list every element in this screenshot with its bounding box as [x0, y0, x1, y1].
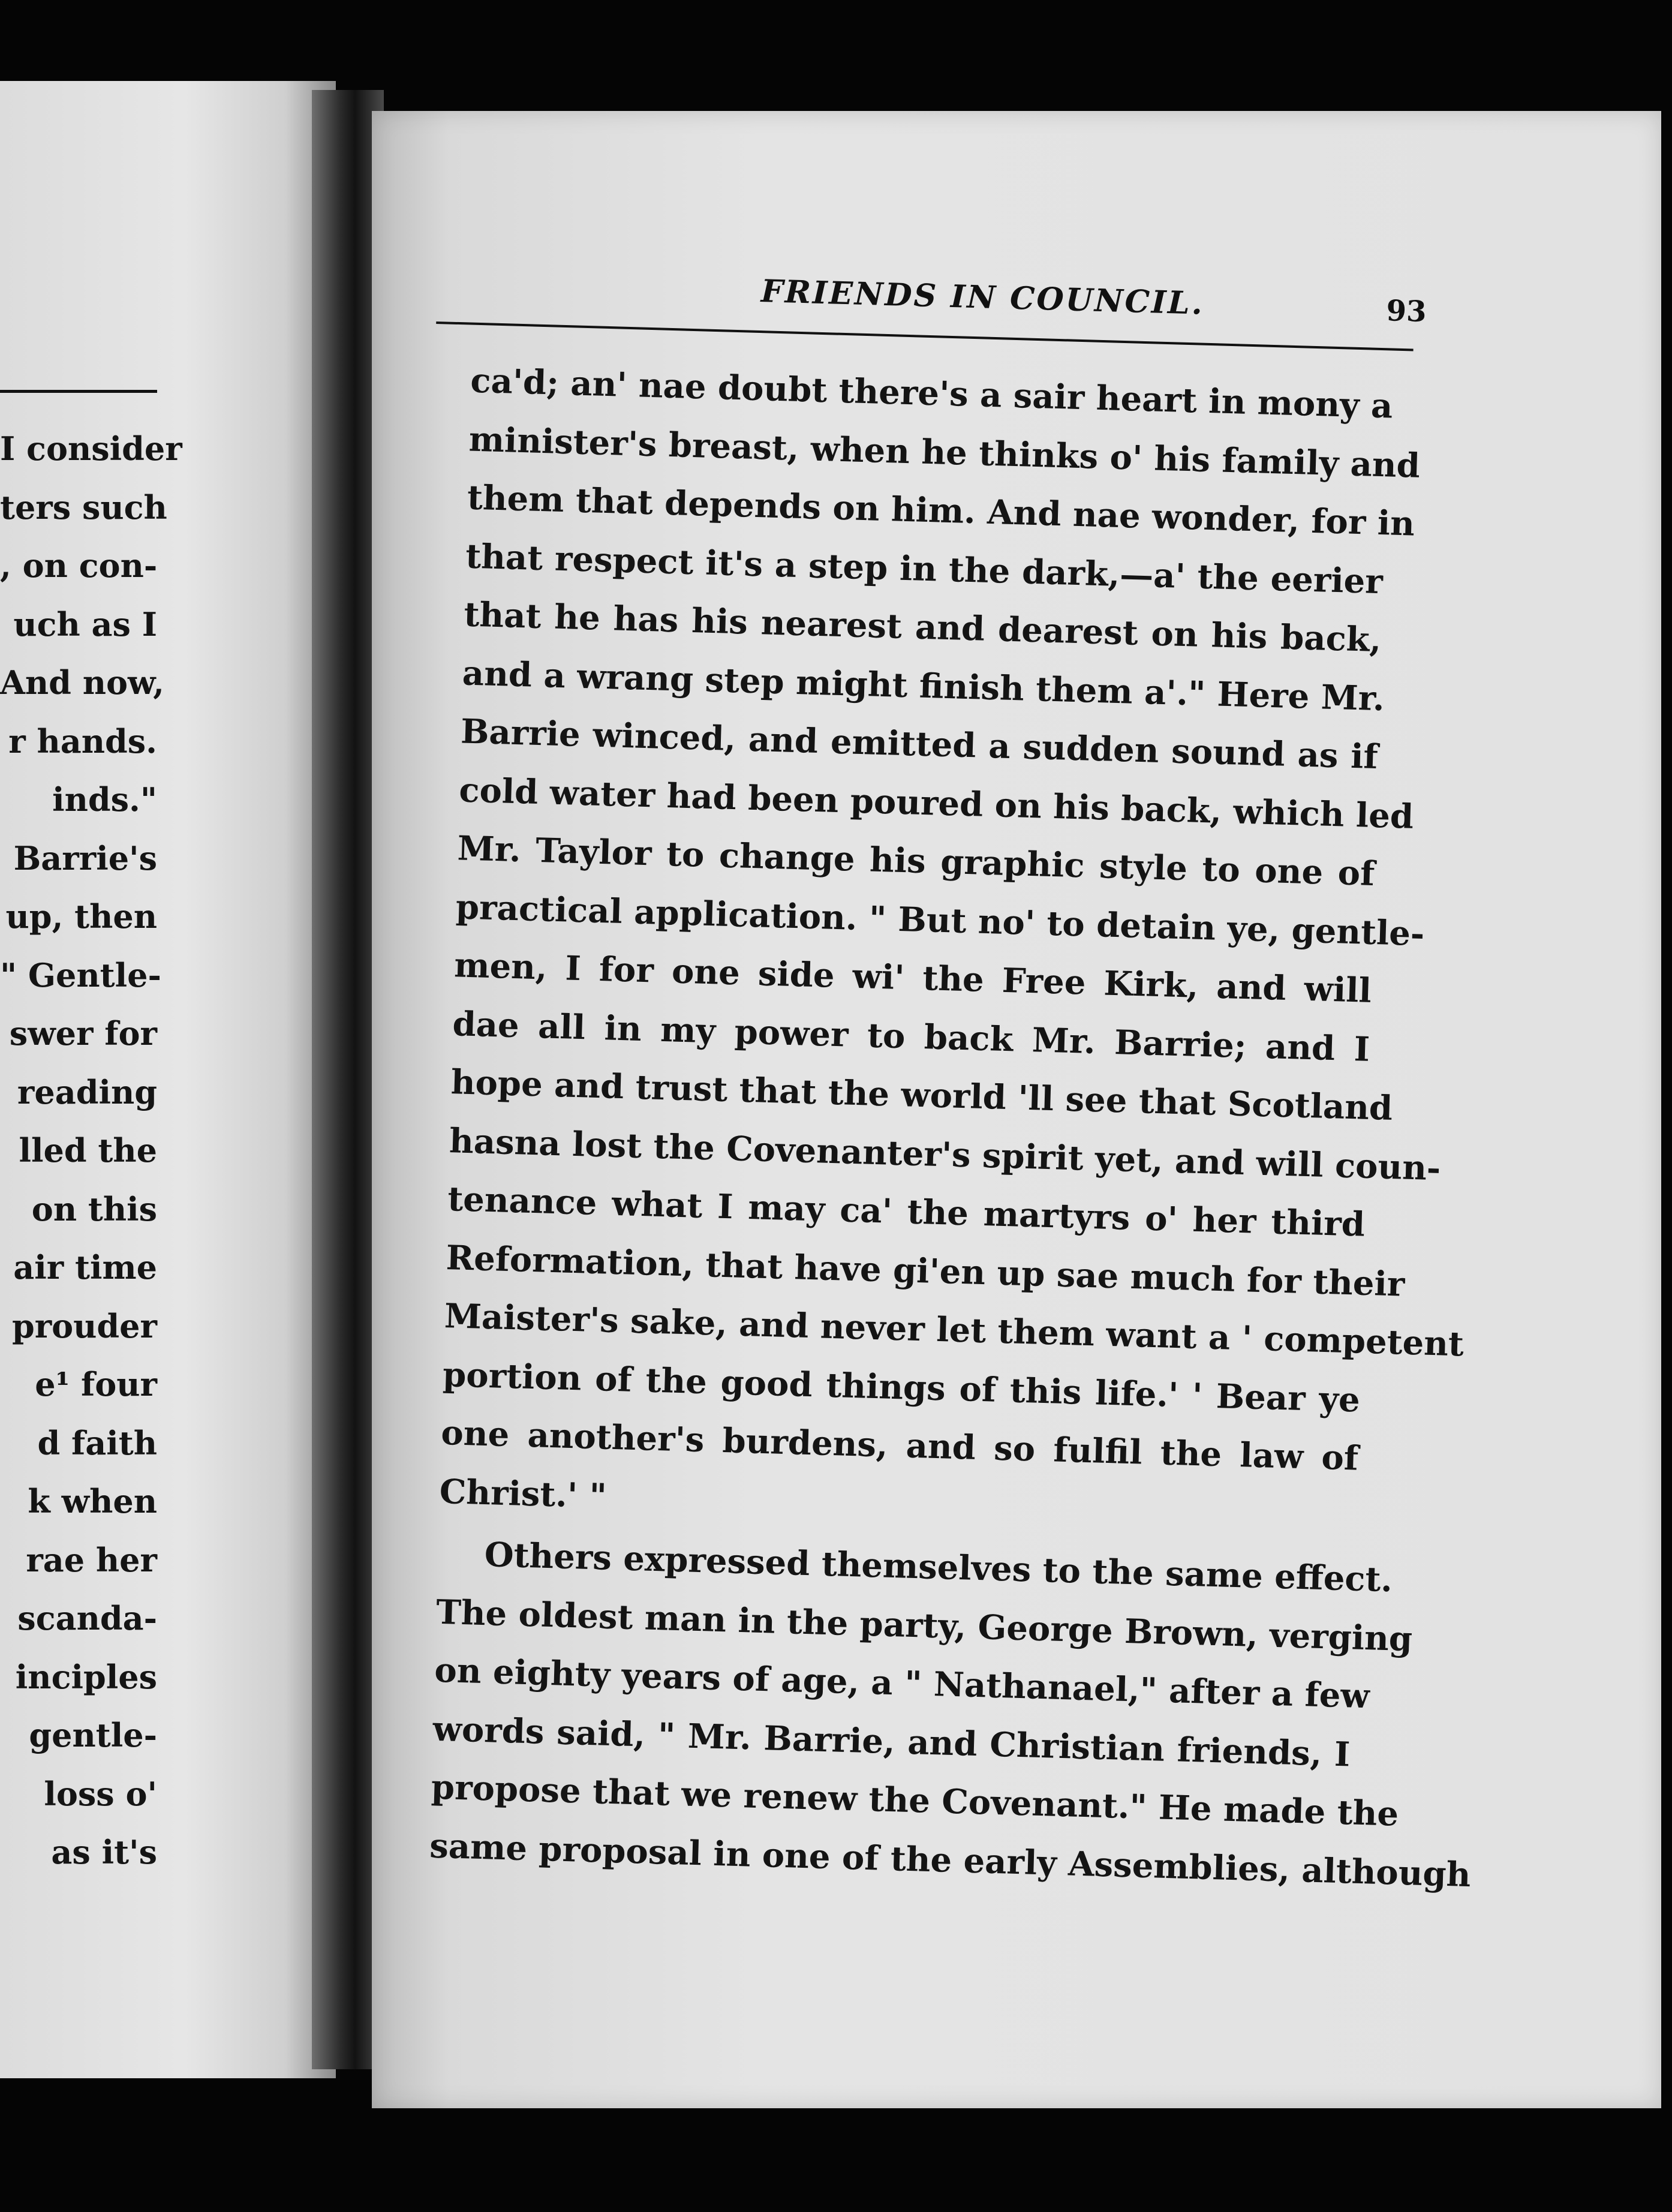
- text-line: same proposal in one of the early Assemblies, although: [429, 1826, 1472, 1895]
- left-line: as it's: [51, 1833, 157, 1871]
- text-line: portion of the good things of this life.' ' Bear ye: [442, 1354, 1361, 1420]
- left-line: , on con-: [0, 546, 158, 585]
- text-line: practical application. " But no' to detain ye, gentle-: [455, 886, 1426, 954]
- text-line: Maister's sake, and never let them want a ' competent: [444, 1296, 1464, 1365]
- text-line: on eighty years of age, a " Nathanael," after a few: [434, 1650, 1370, 1717]
- text-line: and a wrang step might finish them a'." Here Mr.: [462, 653, 1385, 719]
- text-line: The oldest man in the party, George Brown, verging: [435, 1592, 1413, 1659]
- text-line: words said, " Mr. Barrie, and Christian friends, I: [432, 1709, 1351, 1774]
- left-line: " Gentle-: [0, 955, 161, 994]
- left-line: ters such: [0, 488, 167, 527]
- left-line: air time: [13, 1248, 157, 1287]
- left-line: on this: [31, 1189, 157, 1228]
- text-line: Barrie winced, and emitted a sudden sound as if: [460, 711, 1379, 777]
- text-line: Others expressed themselves to the same effect.: [484, 1535, 1393, 1600]
- left-line: gentle-: [29, 1716, 157, 1754]
- text-line: Reformation, that have gi'en up sae much for their: [445, 1237, 1406, 1305]
- left-line: reading: [17, 1072, 157, 1111]
- left-header-rule: [0, 390, 157, 393]
- left-line: e¹ four: [35, 1365, 157, 1403]
- text-line: minister's breast, when he thinks o' his family and: [468, 419, 1421, 486]
- left-line: scanda-: [17, 1599, 157, 1637]
- text-line: Christ.' ": [438, 1471, 608, 1516]
- left-line: prouder: [11, 1306, 157, 1345]
- text-line: propose that we renew the Covenant." He made the: [431, 1767, 1399, 1834]
- left-line: rae her: [26, 1540, 157, 1579]
- left-line: inciples: [15, 1657, 157, 1696]
- page-number: 93: [1385, 294, 1427, 329]
- text-line: them that depends on him. And nae wonder, for in: [467, 477, 1415, 544]
- left-line: k when: [28, 1482, 157, 1520]
- text-line: ca'd; an' nae doubt there's a sair heart in mony a: [470, 360, 1394, 426]
- left-line: up, then: [5, 897, 157, 936]
- left-line: lled the: [19, 1131, 157, 1170]
- left-line: And now,: [0, 663, 164, 702]
- text-line: that respect it's a step in the dark,—a' the eerier: [465, 536, 1384, 602]
- text-line: Mr. Taylor to change his graphic style to one of: [456, 828, 1376, 894]
- left-line: loss o': [44, 1774, 157, 1813]
- left-line: uch as I: [13, 605, 157, 644]
- text-line: one another's burdens, and so fulfil the law of: [440, 1412, 1359, 1478]
- running-title: FRIENDS IN COUNCIL.: [760, 273, 1205, 322]
- left-line: Barrie's: [13, 838, 157, 877]
- text-line: men, I for one side wi' the Free Kirk, and will: [453, 945, 1372, 1011]
- left-line: d faith: [37, 1423, 157, 1462]
- left-line: I consider: [0, 429, 182, 468]
- text-line: that he has his nearest and dearest on his back,: [463, 594, 1382, 660]
- text-line: cold water had been poured on his back, which led: [458, 770, 1414, 837]
- left-page: [0, 81, 336, 2078]
- body-text: [429, 352, 1472, 1901]
- left-line: swer for: [9, 1014, 157, 1053]
- text-line: tenance what I may ca' the martyrs o' her third: [447, 1179, 1366, 1245]
- left-line: r hands.: [8, 722, 157, 761]
- text-line: dae all in my power to back Mr. Barrie; and I: [452, 1003, 1370, 1069]
- text-line: hope and trust that the world 'll see that Scotland: [450, 1062, 1394, 1128]
- text-line: hasna lost the Covenanter's spirit yet, and will coun-: [449, 1120, 1442, 1188]
- left-line: inds.": [52, 780, 157, 819]
- left-page-text: [0, 420, 182, 1882]
